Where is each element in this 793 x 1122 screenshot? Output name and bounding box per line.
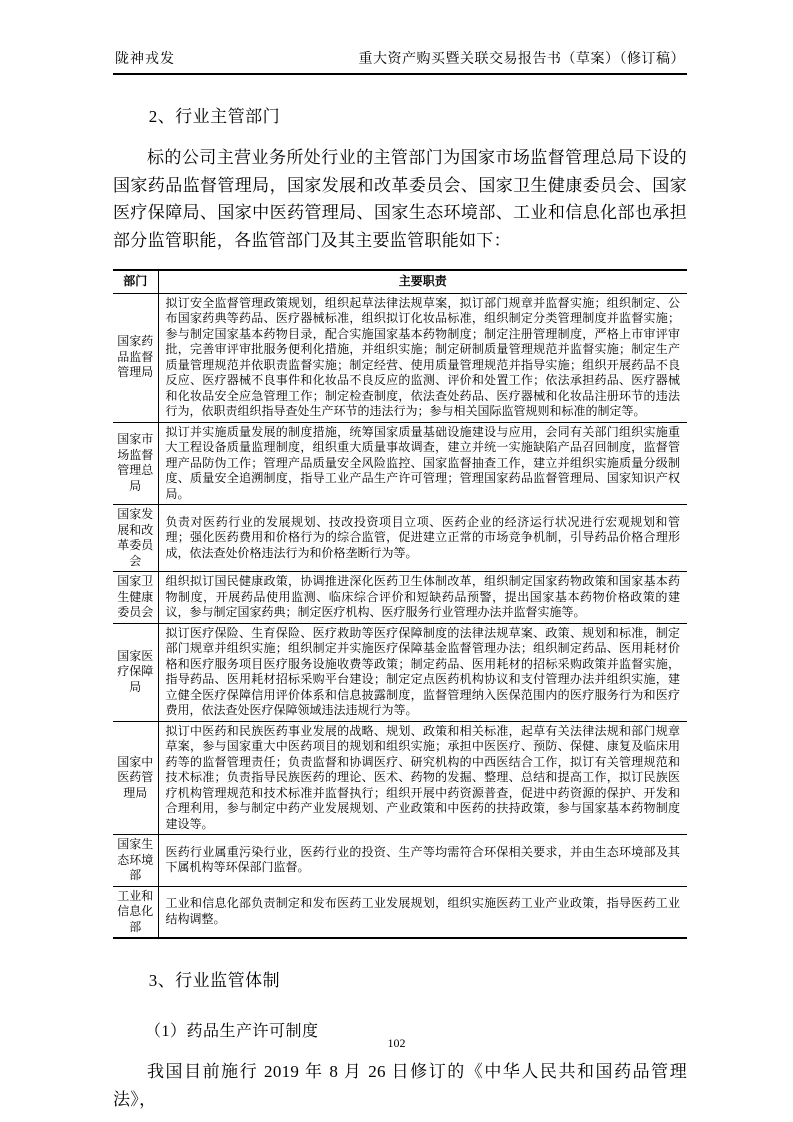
section-3-sub-heading: （1）药品生产许可制度 [145,1023,319,1040]
section-2-intro-paragraph: 标的公司主营业务所处行业的主管部门为国家市场监督管理总局下设的国家药品监督管理局，国家发展和改革委员会、国家卫生健康委员会、国家医疗保障局、国家中医药管理局、国家生态环境部、工业和信息化部也承担部分监管职能，各监管部门及其主要监管职能如下： [113,148,687,250]
table-row [113,505,687,572]
page-content [113,48,687,1113]
header-company-name: 陇神戎发 [115,52,175,67]
table-row [113,886,687,938]
table-row [113,835,687,887]
section-3-heading: 3、行业监管体制 [148,971,281,990]
table-row [113,422,687,505]
department-cell: 国家药品监督管理局 [113,293,158,422]
duty-cell: 医药行业属重污染行业，医药行业的投资、生产等均需符合环保相关要求，并由生态环境部及其下属机构等环保部门监督。 [158,835,687,887]
table-row [113,623,687,721]
column-header-duties: 主要职责 [158,270,687,293]
table-row [113,293,687,422]
page-number: 102 [387,1036,406,1050]
department-cell: 国家发展和改革委员会 [113,505,158,572]
department-cell: 国家中医药管理局 [113,721,158,835]
column-header-department: 部门 [113,270,158,293]
table-row [113,721,687,835]
department-cell: 国家市场监督管理总局 [113,422,158,505]
duty-cell: 拟订医疗保险、生育保险、医疗救助等医疗保障制度的法律法规草案、政策、规划和标准，制定部门规章并组织实施；组织制定并实施医疗保障基金监督管理办法；组织制定药品、医用耗材价格和医疗服务项目医疗服务设施收费等政策；制定药品、医用耗材的招标采购政策并监督实施，指导药品、医用耗材招标采购平台建设；制定定点医药机构协议和支付管理办法并组织实施，建立健全医疗保障信用评价体系和信息披露制度，监督管理纳入医保范围内的医疗服务行为和医疗费用，依法查处医疗保障领域违法违规行为等。 [158,623,687,721]
department-cell: 国家卫生健康委员会 [113,572,158,624]
duty-cell: 工业和信息化部负责制定和发布医药工业发展规划，组织实施医药工业产业政策，指导医药工业结构调整。 [165,896,680,926]
department-cell: 国家医疗保障局 [113,623,158,721]
table-row [113,572,687,624]
department-cell: 工业和信息化部 [113,886,158,938]
duty-cell: 组织拟订国民健康政策，协调推进深化医药卫生体制改革，组织制定国家药物政策和国家基本药物制度，开展药品使用监测、临床综合评价和短缺药品预警，提出国家基本药物价格政策的建议，参与制定国家药典；制定医疗机构、医疗服务行业管理办法并监督实施等。 [158,572,687,624]
table-header [113,270,687,293]
section-3-paragraph: 我国目前施行 2019 年 8 月 26 日修订的《中华人民共和国药品管理法》， [113,1062,687,1109]
table-header-row [113,270,687,293]
duty-cell: 拟订中医药和民族医药事业发展的战略、规划、政策和相关标准，起草有关法律法规和部门规章草案，参与国家重大中医药项目的规划和组织实施；承担中医医疗、预防、保健、康复及临床用药等的监督管理责任；负责监督和协调医疗、研究机构的中西医结合工作，拟订有关管理规范和技术标准；负责指导民族医药的理论、医术、药物的发掘、整理、总结和提高工作，拟订民族医疗机构管理规范和技术标准并监督执行；组织开展中药资源普查，促进中药资源的保护、开发和合理利用，参与制定中药产业发展规划、产业政策和中医药的扶持政策，参与国家基本药物制度建设等。 [158,721,687,835]
duty-cell: 拟订并实施质量发展的制度措施，统筹国家质量基础设施建设与应用，会同有关部门组织实施重大工程设备质量监理制度，组织重大质量事故调查，建立并统一实施缺陷产品召回制度，监督管理产品防伪工作；管理产品质量安全风险监控、国家监督抽查工作，建立并组织实施质量分级制度、质量安全追溯制度，指导工业产品生产许可管理；管理国家药品监督管理局、国家知识产权局。 [158,422,687,505]
section-2-heading: 2、行业主管部门 [148,107,281,126]
duty-cell: 拟订安全监督管理政策规划，组织起草法律法规草案，拟订部门规章并监督实施；组织制定、公布国家药典等药品、医疗器械标准，组织拟订化妆品标准，组织制定分类管理制度并监督实施；参与制定国家基本药物目录，配合实施国家基本药物制度；制定注册管理制度，严格上市审评审批，完善审评审批服务便利化措施，并组织实施；制定研制质量管理规范并监督实施；制定生产质量管理规范并依职责监督实施；制定经营、使用质量管理规范并指导实施；组织开展药品不良反应、医疗器械不良事件和化妆品不良反应的监测、评价和处置工作；依法承担药品、医疗器械和化妆品安全应急管理工作；制定检查制度，依法查处药品、医疗器械和化妆品注册环节的违法行为，依职责组织指导查处生产环节的违法行为；参与相关国际监管规则和标准的制定等。 [158,293,687,422]
page-header [113,48,687,75]
department-cell: 国家生态环境部 [113,835,158,887]
regulators-duties-table [113,269,687,939]
header-report-title: 重大资产购买暨关联交易报告书（草案）（修订稿） [358,52,685,67]
duty-cell: 负责对医药行业的发展规划、技改投资项目立项、医药企业的经济运行状况进行宏观规划和管理；强化医药费用和价格行为的综合监管，促进建立正常的市场竞争机制，引导药品价格合理形成，依法查处价格违法行为和价格垄断行为等。 [158,505,687,572]
